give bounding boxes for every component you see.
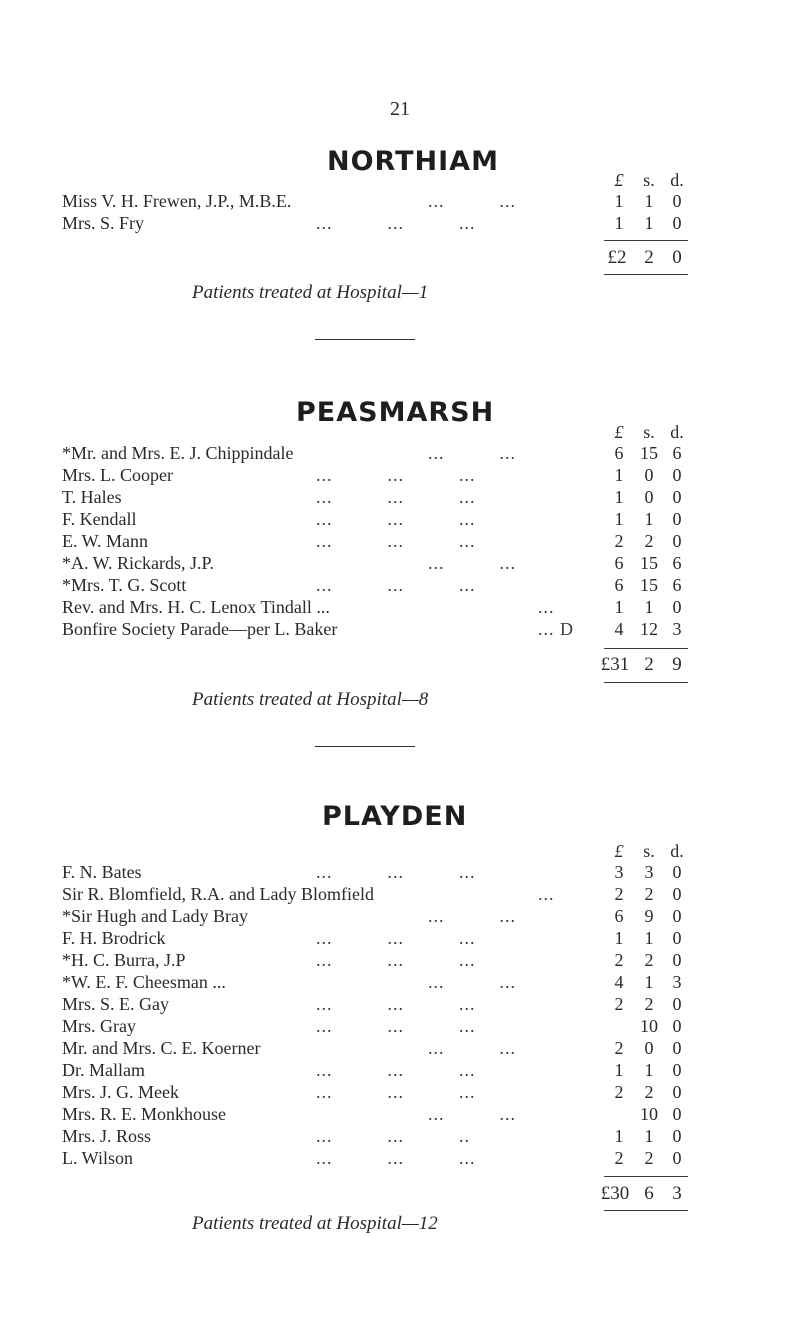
pence-value: 0 <box>672 597 682 617</box>
total-rule <box>604 682 688 683</box>
donor-name: Bonfire Society Parade—per L. Baker <box>62 619 338 639</box>
donor-name: E. W. Mann <box>62 531 149 551</box>
donor-name: Mrs. J. G. Meek <box>62 1082 179 1102</box>
shillings-value: 1 <box>644 1126 654 1146</box>
table-row <box>0 618 800 640</box>
shillings-value: 2 <box>644 950 654 970</box>
pence-value: 0 <box>672 1060 682 1080</box>
table-row <box>0 212 800 234</box>
patients-treated: Patients treated at Hospital—1 <box>192 282 429 303</box>
table-row <box>0 905 800 927</box>
pounds-header: £ <box>614 170 624 190</box>
section-total <box>0 245 800 271</box>
leader-dots: ... ... ... <box>316 575 476 595</box>
section-heading: PLAYDEN <box>322 801 468 832</box>
shillings-value: 2 <box>644 1148 654 1168</box>
pounds-header: £ <box>614 422 624 442</box>
shillings-value: 1 <box>644 191 654 211</box>
table-row <box>0 190 800 212</box>
donor-name: Mrs. L. Cooper <box>62 465 173 485</box>
pounds-value: 2 <box>614 884 624 904</box>
total-pounds: £2 <box>607 247 627 268</box>
shillings-value: 15 <box>640 553 658 573</box>
pence-value: 0 <box>672 487 682 507</box>
table-row <box>0 883 800 905</box>
shillings-value: 1 <box>644 972 654 992</box>
shillings-value: 1 <box>644 597 654 617</box>
section-heading: PEASMARSH <box>296 397 495 428</box>
pence-value: 0 <box>672 465 682 485</box>
shillings-value: 2 <box>644 1082 654 1102</box>
donor-name: Mrs. R. E. Monkhouse <box>62 1104 227 1124</box>
leader-dots: ... ... ... <box>316 509 476 529</box>
pounds-value: 4 <box>614 619 624 639</box>
leader-dots: ... D <box>538 619 574 639</box>
shillings-value: 10 <box>640 1016 658 1036</box>
pence-value: 0 <box>672 509 682 529</box>
leader-dots: ... <box>538 597 555 617</box>
pounds-value: 2 <box>614 950 624 970</box>
shillings-header: s. <box>643 841 655 861</box>
total-rule <box>604 1210 688 1211</box>
donor-name: *Sir Hugh and Lady Bray <box>62 906 248 926</box>
donor-name: F. N. Bates <box>62 862 142 882</box>
table-row <box>0 861 800 883</box>
pounds-value: 4 <box>614 972 624 992</box>
pounds-value: 2 <box>614 994 624 1014</box>
currency-header <box>0 840 800 862</box>
leader-dots: ... ... <box>428 553 516 573</box>
leader-dots: ... ... ... <box>316 531 476 551</box>
donor-name: Sir R. Blomfield, R.A. and Lady Blomfield <box>62 884 374 904</box>
shillings-value: 1 <box>644 213 654 233</box>
total-shillings: 2 <box>644 247 654 268</box>
table-row <box>0 1081 800 1103</box>
pence-value: 6 <box>672 553 682 573</box>
pounds-value: 1 <box>614 213 624 233</box>
table-row <box>0 442 800 464</box>
table-row <box>0 1037 800 1059</box>
pounds-value: 1 <box>614 597 624 617</box>
leader-dots: ... ... ... <box>316 950 476 970</box>
leader-dots: ... ... ... <box>316 1060 476 1080</box>
subtotal-rule <box>604 240 688 241</box>
shillings-value: 1 <box>644 1060 654 1080</box>
section-separator <box>315 339 415 340</box>
leader-dots: ... ... ... <box>316 213 476 233</box>
currency-header <box>0 421 800 443</box>
section-heading: NORTHIAM <box>327 146 499 177</box>
pence-value: 0 <box>672 884 682 904</box>
pounds-value: 3 <box>614 862 624 882</box>
pounds-value: 1 <box>614 191 624 211</box>
shillings-value: 2 <box>644 884 654 904</box>
pence-value: 6 <box>672 443 682 463</box>
pounds-value: 2 <box>614 1148 624 1168</box>
leader-dots: ... ... <box>428 1104 516 1124</box>
pence-header: d. <box>670 170 684 190</box>
shillings-value: 1 <box>644 509 654 529</box>
leader-dots: ... ... ... <box>316 465 476 485</box>
shillings-value: 0 <box>644 1038 654 1058</box>
pounds-value: 1 <box>614 928 624 948</box>
pence-value: 3 <box>672 619 682 639</box>
section-total <box>0 652 800 678</box>
leader-dots: ... ... ... <box>316 928 476 948</box>
shillings-value: 2 <box>644 531 654 551</box>
table-row <box>0 596 800 618</box>
donor-name: Mrs. S. Fry <box>62 213 145 233</box>
pounds-header: £ <box>614 841 624 861</box>
pence-value: 0 <box>672 862 682 882</box>
section-separator <box>315 746 415 747</box>
subtotal-rule <box>604 648 688 649</box>
leader-dots: ... ... ... <box>316 994 476 1014</box>
donor-name: *W. E. F. Cheesman ... <box>62 972 226 992</box>
shillings-value: 3 <box>644 862 654 882</box>
table-row <box>0 971 800 993</box>
table-row <box>0 530 800 552</box>
donor-name: Mrs. S. E. Gay <box>62 994 169 1014</box>
pence-value: 0 <box>672 950 682 970</box>
pounds-value: 1 <box>614 487 624 507</box>
pounds-value: 6 <box>614 443 624 463</box>
shillings-value: 12 <box>640 619 658 639</box>
pence-header: d. <box>670 422 684 442</box>
donor-name: Mrs. J. Ross <box>62 1126 152 1146</box>
total-pence: 9 <box>672 654 682 675</box>
total-pounds: £30 <box>600 1183 630 1204</box>
table-row <box>0 1125 800 1147</box>
table-row <box>0 574 800 596</box>
pence-value: 0 <box>672 1126 682 1146</box>
pence-value: 0 <box>672 191 682 211</box>
pence-header: d. <box>670 841 684 861</box>
shillings-value: 10 <box>640 1104 658 1124</box>
pounds-value: 2 <box>614 531 624 551</box>
pence-value: 0 <box>672 994 682 1014</box>
total-pence: 3 <box>672 1183 682 1204</box>
section-total <box>0 1181 800 1207</box>
total-pounds: £31 <box>600 654 630 675</box>
leader-dots: ... ... ... <box>316 487 476 507</box>
donor-name: F. Kendall <box>62 509 137 529</box>
table-row <box>0 1147 800 1169</box>
table-row <box>0 464 800 486</box>
donor-name: L. Wilson <box>62 1148 133 1168</box>
donor-name: *A. W. Rickards, J.P. <box>62 553 215 573</box>
leader-dots: ... ... <box>428 972 516 992</box>
donor-name: T. Hales <box>62 487 122 507</box>
patients-treated: Patients treated at Hospital—8 <box>192 689 429 710</box>
total-shillings: 6 <box>644 1183 654 1204</box>
shillings-value: 15 <box>640 575 658 595</box>
pounds-value: 1 <box>614 1126 624 1146</box>
pence-value: 0 <box>672 1104 682 1124</box>
shillings-value: 0 <box>644 465 654 485</box>
table-row <box>0 552 800 574</box>
shillings-value: 15 <box>640 443 658 463</box>
table-row <box>0 486 800 508</box>
donor-name: Rev. and Mrs. H. C. Lenox Tindall ... <box>62 597 330 617</box>
leader-dots: ... ... ... <box>316 1016 476 1036</box>
donor-name: *Mr. and Mrs. E. J. Chippindale <box>62 443 294 463</box>
shillings-header: s. <box>643 422 655 442</box>
pence-value: 0 <box>672 1082 682 1102</box>
pence-value: 0 <box>672 928 682 948</box>
page-number: 21 <box>390 98 410 120</box>
pounds-value: 1 <box>614 1060 624 1080</box>
donor-name: Mr. and Mrs. C. E. Koerner <box>62 1038 261 1058</box>
leader-dots: ... ... ... <box>316 1082 476 1102</box>
leader-dots: ... ... .. <box>316 1126 470 1146</box>
leader-dots: ... ... <box>428 191 516 211</box>
patients-treated: Patients treated at Hospital—12 <box>192 1213 438 1234</box>
table-row <box>0 927 800 949</box>
pounds-value: 2 <box>614 1082 624 1102</box>
leader-dots: ... ... <box>428 1038 516 1058</box>
leader-dots: ... ... <box>428 906 516 926</box>
subtotal-rule <box>604 1176 688 1177</box>
donor-name: Mrs. Gray <box>62 1016 136 1036</box>
donor-name: Miss V. H. Frewen, J.P., M.B.E. <box>62 191 292 211</box>
pence-value: 3 <box>672 972 682 992</box>
shillings-value: 0 <box>644 487 654 507</box>
pence-value: 0 <box>672 531 682 551</box>
pence-value: 0 <box>672 1148 682 1168</box>
total-shillings: 2 <box>644 654 654 675</box>
pence-value: 0 <box>672 1016 682 1036</box>
shillings-value: 9 <box>644 906 654 926</box>
table-row <box>0 1015 800 1037</box>
table-row <box>0 1103 800 1125</box>
pounds-value: 6 <box>614 553 624 573</box>
leader-dots: ... ... <box>428 443 516 463</box>
leader-dots: ... ... ... <box>316 862 476 882</box>
table-row <box>0 993 800 1015</box>
pounds-value: 1 <box>614 465 624 485</box>
table-row <box>0 949 800 971</box>
donor-name: Dr. Mallam <box>62 1060 145 1080</box>
donor-name: *H. C. Burra, J.P <box>62 950 186 970</box>
pence-value: 0 <box>672 1038 682 1058</box>
pence-value: 0 <box>672 213 682 233</box>
pounds-value: 6 <box>614 906 624 926</box>
pounds-value: 6 <box>614 575 624 595</box>
table-row <box>0 508 800 530</box>
leader-dots: ... <box>538 884 555 904</box>
shillings-value: 2 <box>644 994 654 1014</box>
table-row <box>0 1059 800 1081</box>
shillings-value: 1 <box>644 928 654 948</box>
shillings-header: s. <box>643 170 655 190</box>
donor-name: F. H. Brodrick <box>62 928 166 948</box>
pounds-value: 1 <box>614 509 624 529</box>
total-rule <box>604 274 688 275</box>
donor-name: *Mrs. T. G. Scott <box>62 575 187 595</box>
pence-value: 0 <box>672 906 682 926</box>
leader-dots: ... ... ... <box>316 1148 476 1168</box>
currency-header <box>0 169 800 191</box>
pounds-value: 2 <box>614 1038 624 1058</box>
pence-value: 6 <box>672 575 682 595</box>
total-pence: 0 <box>672 247 682 268</box>
